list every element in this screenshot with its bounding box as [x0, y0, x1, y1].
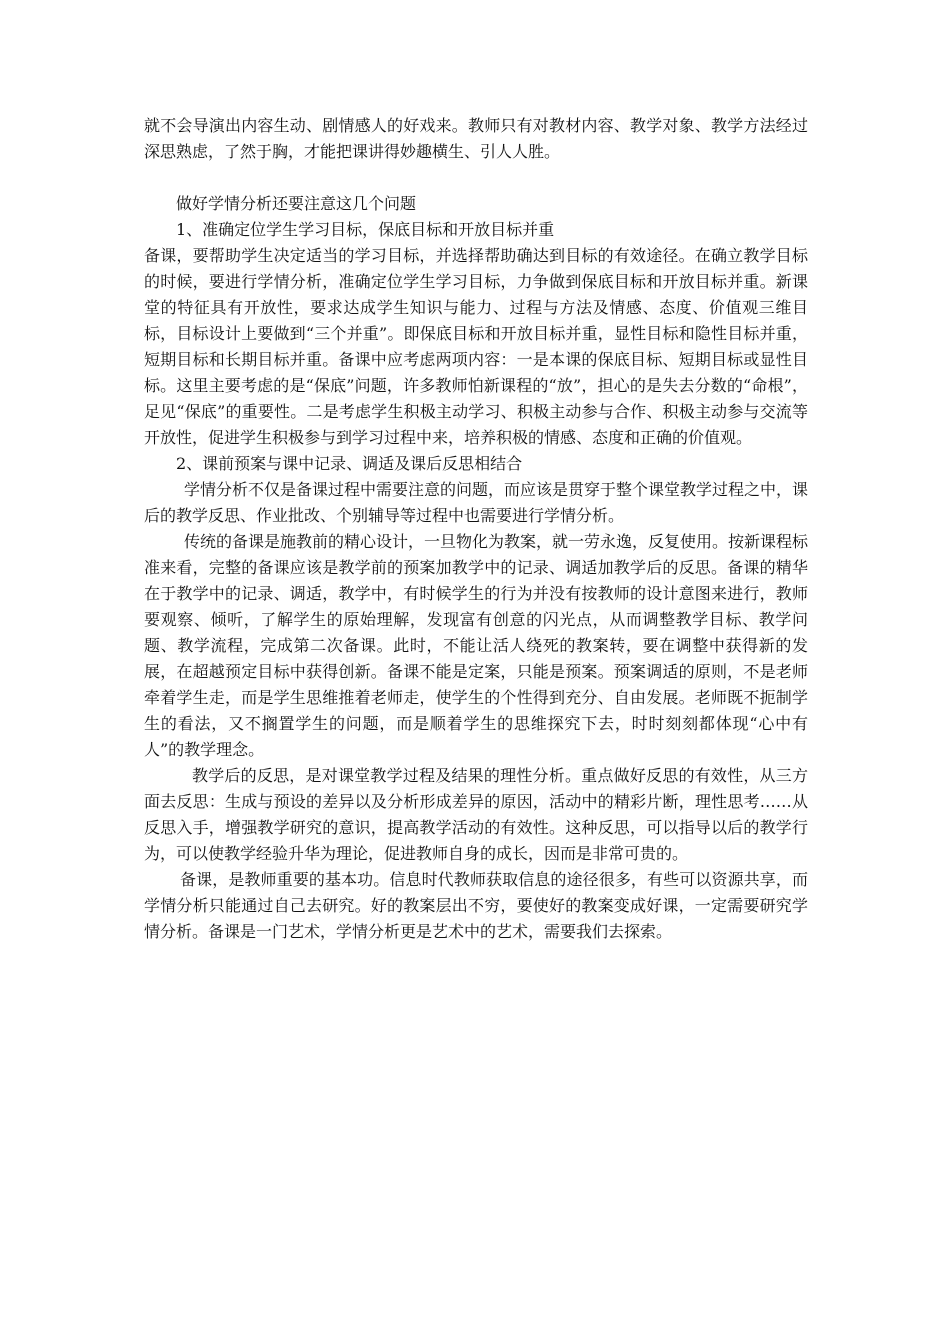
paragraph-5: 备课，是教师重要的基本功。信息时代教师获取信息的途径很多，有些可以资源共享，而学情分析只能通过自己去研究。好的教案层出不穷，要使好的教案变成好课，一定需要研究学情分析。备课是一门艺术，学情分析更是艺术中的艺术，需要我们去探索。	[144, 870, 808, 941]
paragraph-2: 学情分析不仅是备课过程中需要注意的问题，而应该是贯穿于整个课堂教学过程之中，课后的教学反思、作业批改、个别辅导等过程中也需要进行学情分析。	[144, 480, 809, 525]
document-page	[144, 113, 808, 945]
paragraph-4: 教学后的反思，是对课堂教学过程及结果的理性分析。重点做好反思的有效性，从三方面去反思：生成与预设的差异以及分析形成差异的原因，活动中的精彩片断，理性思考……从反思入手，增强教学研究的意识，提高教学活动的有效性。这种反思，可以指导以后的教学行为，可以使教学经验升华为理论，促进教师自身的成长，因而是非常可贵的。	[144, 766, 808, 863]
heading-1: 1、准确定位学生学习目标，保底目标和开放目标并重	[176, 220, 555, 239]
paragraph-1: 备课，要帮助学生决定适当的学习目标，并选择帮助确达到目标的有效途径。在确立教学目标的时候，要进行学情分析，准确定位学生学习目标，力争做到保底目标和开放目标并重。新课堂的特征具有开放性，要求达成学生知识与能力、过程与方法及情感、态度、价值观三维目标，目标设计上要做到“三个并重”。即保底目标和开放目标并重，显性目标和隐性目标并重，短期目标和长期目标并重。备课中应考虑两项内容：一是本课的保底目标、短期目标或显性目标。这里主要考虑的是“保底”问题，许多教师怕新课程的“放”，担心的是失去分数的“命根”，足见“保底”的重要性。二是考虑学生积极主动学习、积极主动参与合作、积极主动参与交流等开放性，促进学生积极参与到学习过程中来，培养积极的情感、态度和正确的价值观。	[144, 246, 808, 447]
heading-2: 2、课前预案与课中记录、调适及课后反思相结合	[176, 454, 523, 473]
intro-paragraph: 就不会导演出内容生动、剧情感人的好戏来。教师只有对教材内容、教学对象、教学方法经过深思熟虑，了然于胸，才能把课讲得妙趣横生、引人人胜。	[144, 116, 808, 161]
section-title: 做好学情分析还要注意这几个问题	[176, 194, 417, 213]
paragraph-3: 传统的备课是施教前的精心设计，一旦物化为教案，就一劳永逸，反复使用。按新课程标准来看，完整的备课应该是教学前的预案加教学中的记录、调适加教学后的反思。备课的精华在于教学中的记录、调适，教学中，有时候学生的行为并没有按教师的设计意图来进行，教师要观察、倾听，了解学生的原始理解，发现富有创意的闪光点，从而调整教学目标、教学问题、教学流程，完成第二次备课。此时，不能让活人绕死的教案转，要在调整中获得新的发展，在超越预定目标中获得创新。备课不能是定案，只能是预案。预案调适的原则，不是老师牵着学生走，而是学生思维推着老师走，使学生的个性得到充分、自由发展。老师既不扼制学生的看法，又不搁置学生的问题，而是顺着学生的思维探究下去，时时刻刻都体现“心中有人”的教学理念。	[144, 532, 809, 759]
blank-line	[144, 165, 808, 191]
